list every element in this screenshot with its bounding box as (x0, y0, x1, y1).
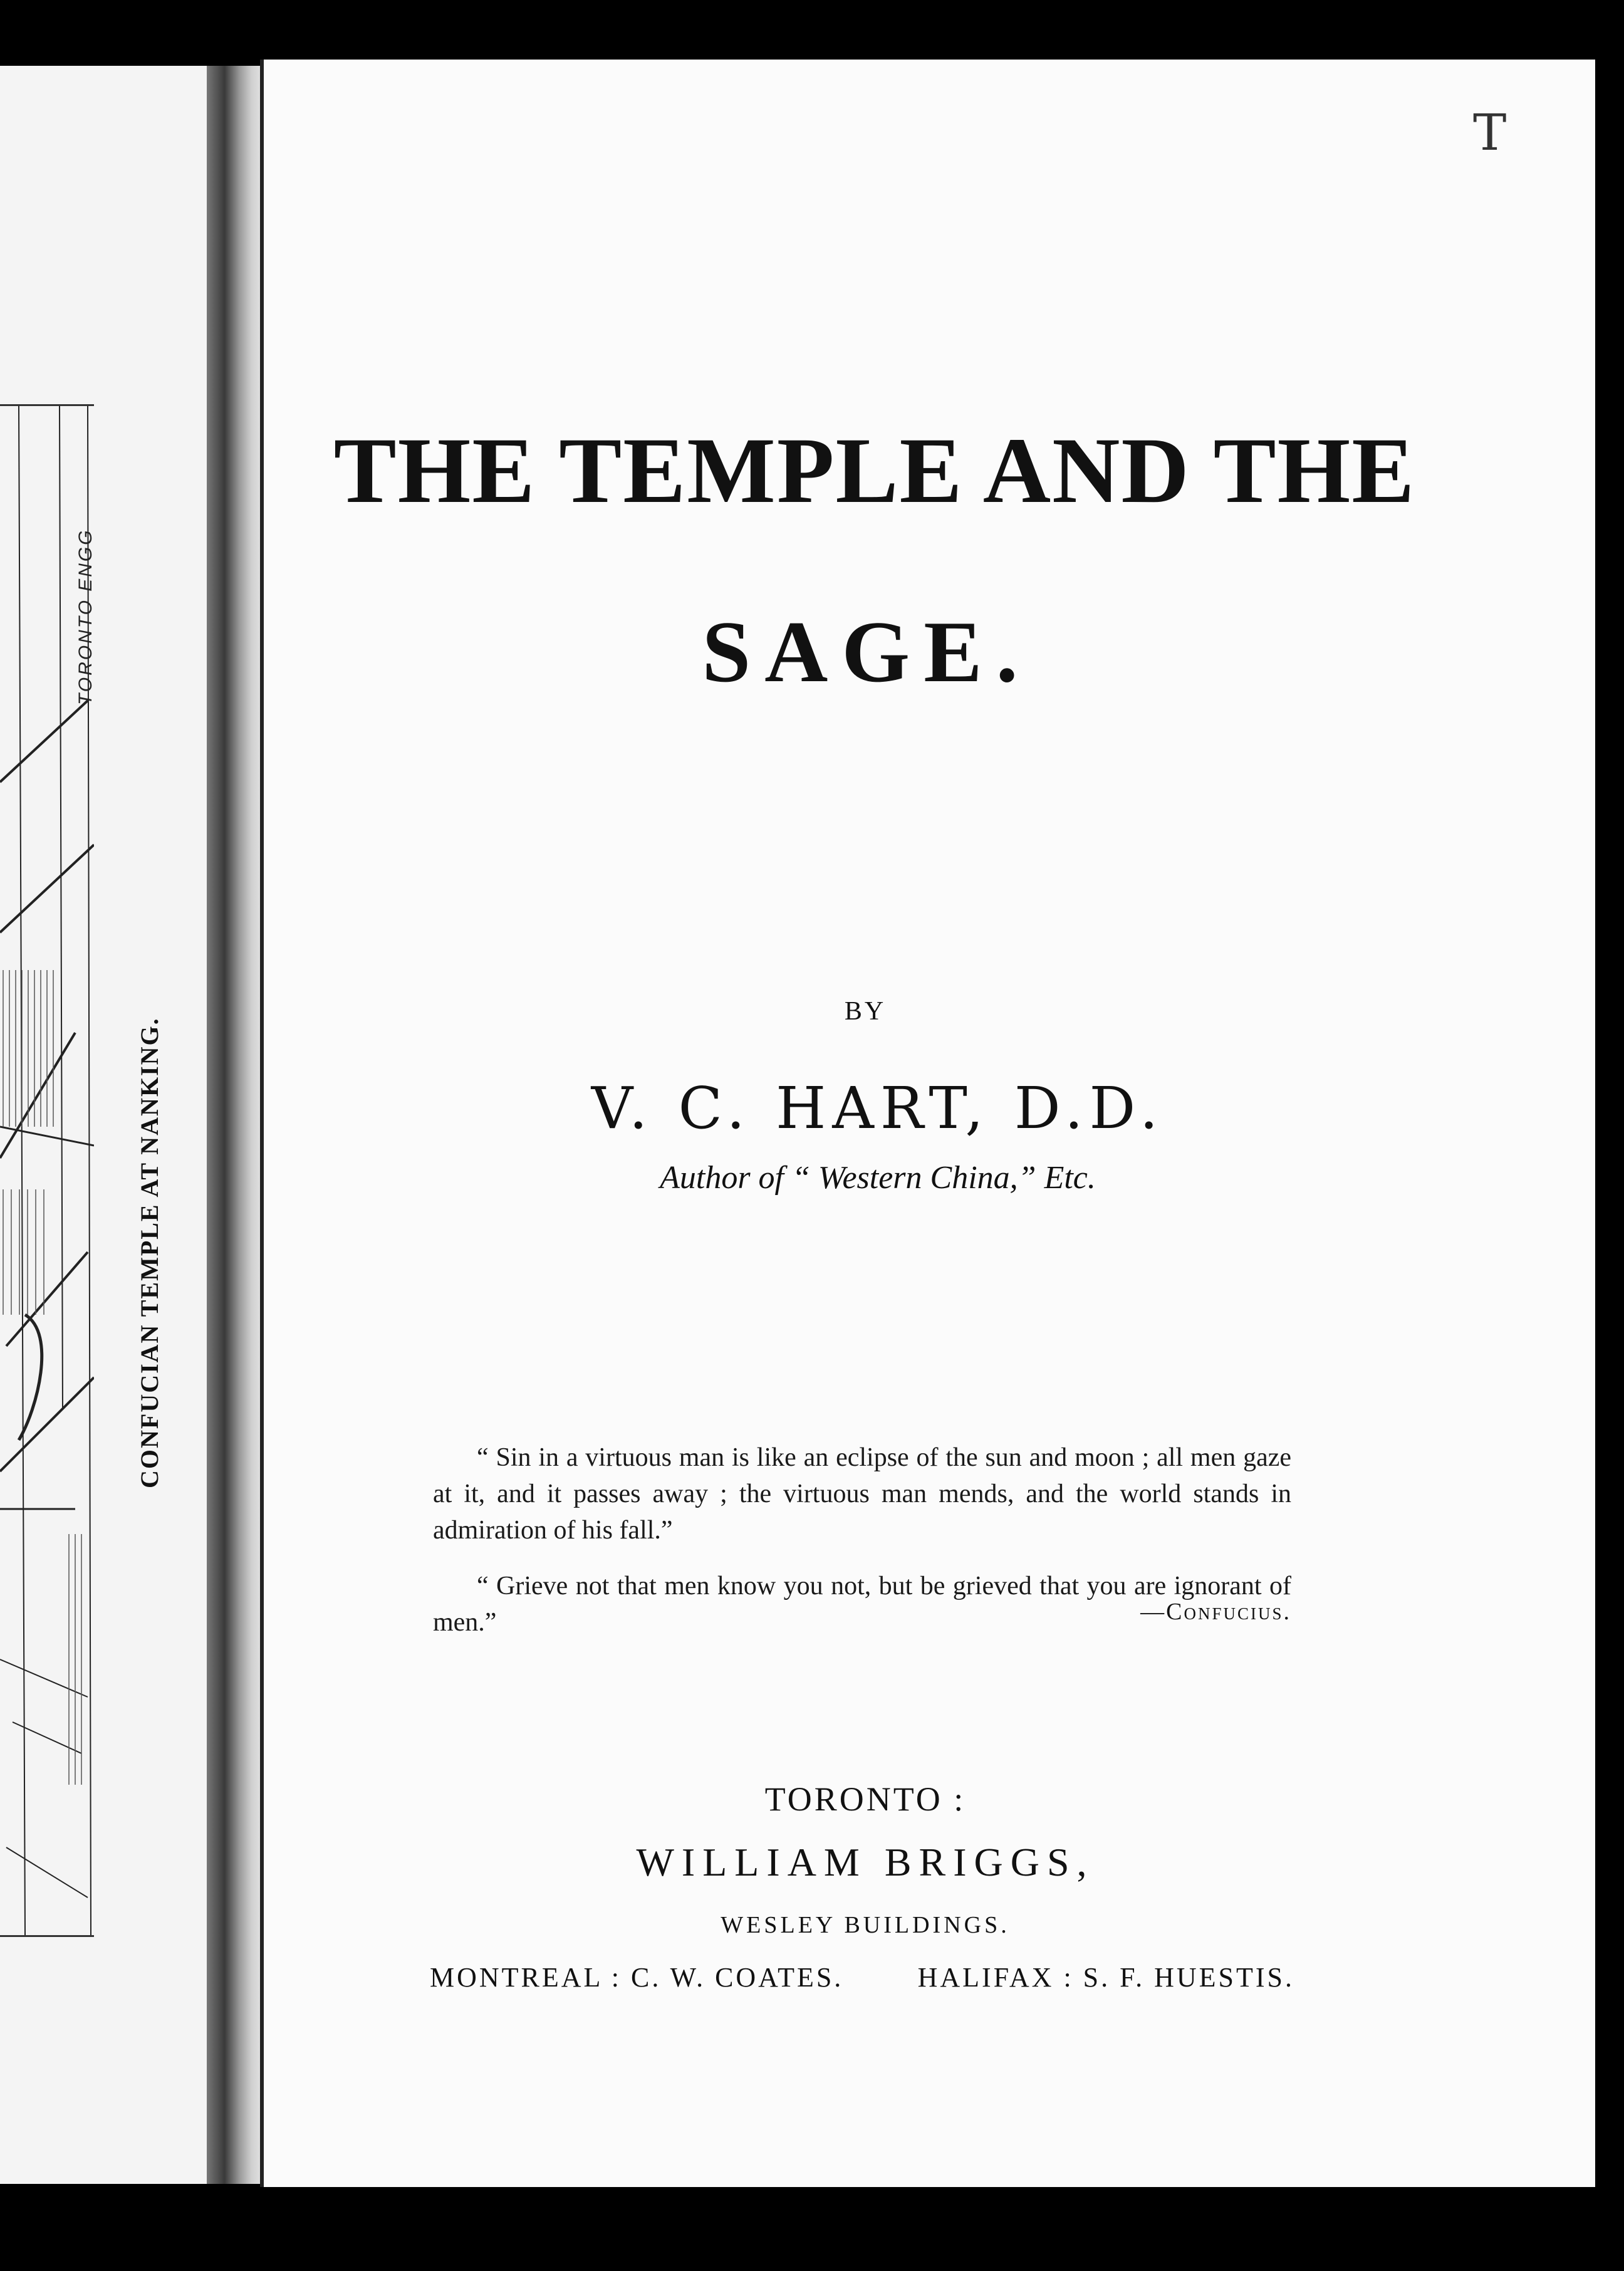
plate-caption: CONFUCIAN TEMPLE AT NANKING. (135, 1017, 164, 1488)
author-credit: Author of “ Western China,” Etc. (660, 1160, 1096, 1196)
pencil-mark: T (1473, 103, 1507, 162)
facing-page (0, 66, 216, 2184)
imprint-branches (430, 1961, 1294, 1993)
quote-attribution: —Confucius. (1140, 1599, 1291, 1625)
title-line-1: THE TEMPLE AND THE (333, 419, 1416, 523)
epigraph-quote-2: “ Grieve not that men know you not, but be grieved that you are ignorant of men.” (433, 1572, 1291, 1637)
author-name: V. C. HART, D.D. (591, 1075, 1165, 1142)
imprint-address: WESLEY BUILDINGS. (721, 1912, 1010, 1938)
book-gutter (207, 66, 266, 2184)
engraver-mark: TORONTO ENGG (75, 528, 96, 705)
by-label: BY (844, 997, 887, 1026)
imprint-publisher: WILLIAM BRIGGS, (636, 1840, 1095, 1884)
imprint-place: TORONTO : (764, 1780, 966, 1818)
title-line-2: SAGE. (702, 603, 1032, 701)
branch-halifax: HALIFAX : S. F. HUESTIS. (917, 1962, 1294, 1993)
title-page (260, 60, 1595, 2187)
epigraph-quote-1: “ Sin in a virtuous man is like an eclipse of the sun and moon ; all men gaze at it, and it passes away ; the virtuous man mends, and the world stands in admiration of his fall.” (433, 1443, 1291, 1545)
branch-montreal: MONTREAL : C. W. COATES. (430, 1962, 844, 1993)
